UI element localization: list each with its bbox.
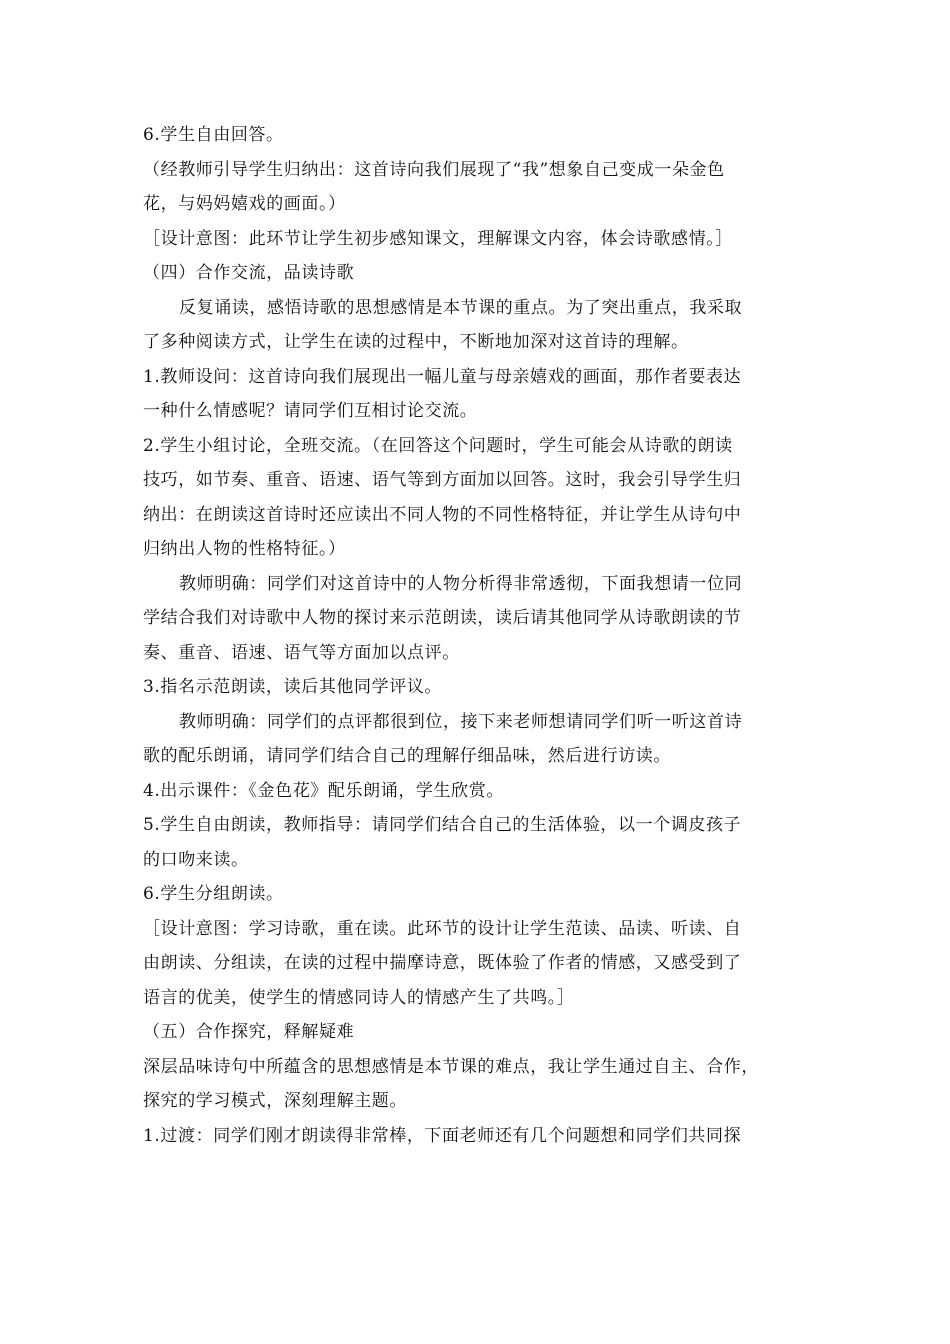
- text-line: （五）合作探究，释解疑难: [143, 1022, 355, 1042]
- text-line: 1.过渡：同学们刚才朗读得非常棒，下面老师还有几个问题想和同学们共同探: [143, 1125, 742, 1146]
- text-line: 深层品味诗句中所蕴含的思想感情是本节课的难点，我让学生通过自主、合作，: [143, 1056, 759, 1077]
- text-line: 了多种阅读方式，让学生在读的过程中，不断地加深对这首诗的理解。: [143, 332, 689, 352]
- text-line: 奏、重音、语速、语气等方面加以点评。: [143, 642, 460, 663]
- text-line: ［设计意图：学习诗歌，重在读。此环节的设计让学生范读、品读、听读、自: [143, 918, 742, 939]
- text-line: 教师明确：同学们的点评都很到位，接下来老师想请同学们听一听这首诗: [179, 711, 743, 732]
- text-line: 一种什么情感呢？请同学们互相讨论交流。: [143, 401, 478, 421]
- text-line: （经教师引导学生归纳出：这首诗向我们展现了“我”想象自己变成一朵金色: [143, 159, 725, 180]
- text-line: ［设计意图：此环节让学生初步感知课文，理解课文内容，体会诗歌感情。］: [143, 228, 733, 249]
- text-line: 反复诵读，感悟诗歌的思想感情是本节课的重点。为了突出重点，我采取: [179, 297, 743, 318]
- text-line: 的口吻来读。: [143, 849, 249, 870]
- text-line: 1.教师设问：这首诗向我们展现出一幅儿童与母亲嬉戏的画面，那作者要表达: [143, 366, 742, 387]
- text-line: 教师明确：同学们对这首诗中的人物分析得非常透彻，下面我想请一位同: [179, 573, 743, 594]
- text-line: 歌的配乐朗诵，请同学们结合自己的理解仔细品味，然后进行访读。: [143, 746, 671, 766]
- text-line: 由朗读、分组读，在读的过程中揣摩诗意，既体验了作者的情感，又感受到了: [143, 953, 742, 973]
- text-line: 技巧，如节奏、重音、语速、语气等到方面加以回答。这时，我会引导学生归: [143, 470, 742, 490]
- text-line: 3.指名示范朗读，读后其他同学评议。: [143, 677, 443, 697]
- text-line: （四）合作交流，品读诗歌: [143, 263, 355, 283]
- text-line: 6.学生分组朗读。: [143, 884, 284, 904]
- document-page: [143, 118, 803, 1153]
- text-line: 4.出示课件：《金色花》配乐朗诵，学生欣赏。: [143, 780, 504, 801]
- text-line: 语言的优美，使学生的情感同诗人的情感产生了共鸣。］: [143, 987, 575, 1008]
- text-line: 归纳出人物的性格特征。）: [143, 539, 346, 559]
- text-line: 探究的学习模式，深刻理解主题。: [143, 1091, 407, 1111]
- text-line: 2.学生小组讨论，全班交流。（在回答这个问题时，学生可能会从诗歌的朗读: [143, 435, 733, 456]
- text-line: 5.学生自由朗读，教师指导：请同学们结合自己的生活体验，以一个调皮孩子: [143, 815, 742, 835]
- text-line: 学结合我们对诗歌中人物的探讨来示范朗读，读后请其他同学从诗歌朗读的节: [143, 608, 742, 628]
- text-line: 6.学生自由回答。: [143, 125, 284, 145]
- text-line: 纳出：在朗读这首诗时还应读出不同人物的不同性格特征，并让学生从诗句中: [143, 504, 742, 525]
- text-line: 花，与妈妈嬉戏的画面。）: [143, 194, 346, 214]
